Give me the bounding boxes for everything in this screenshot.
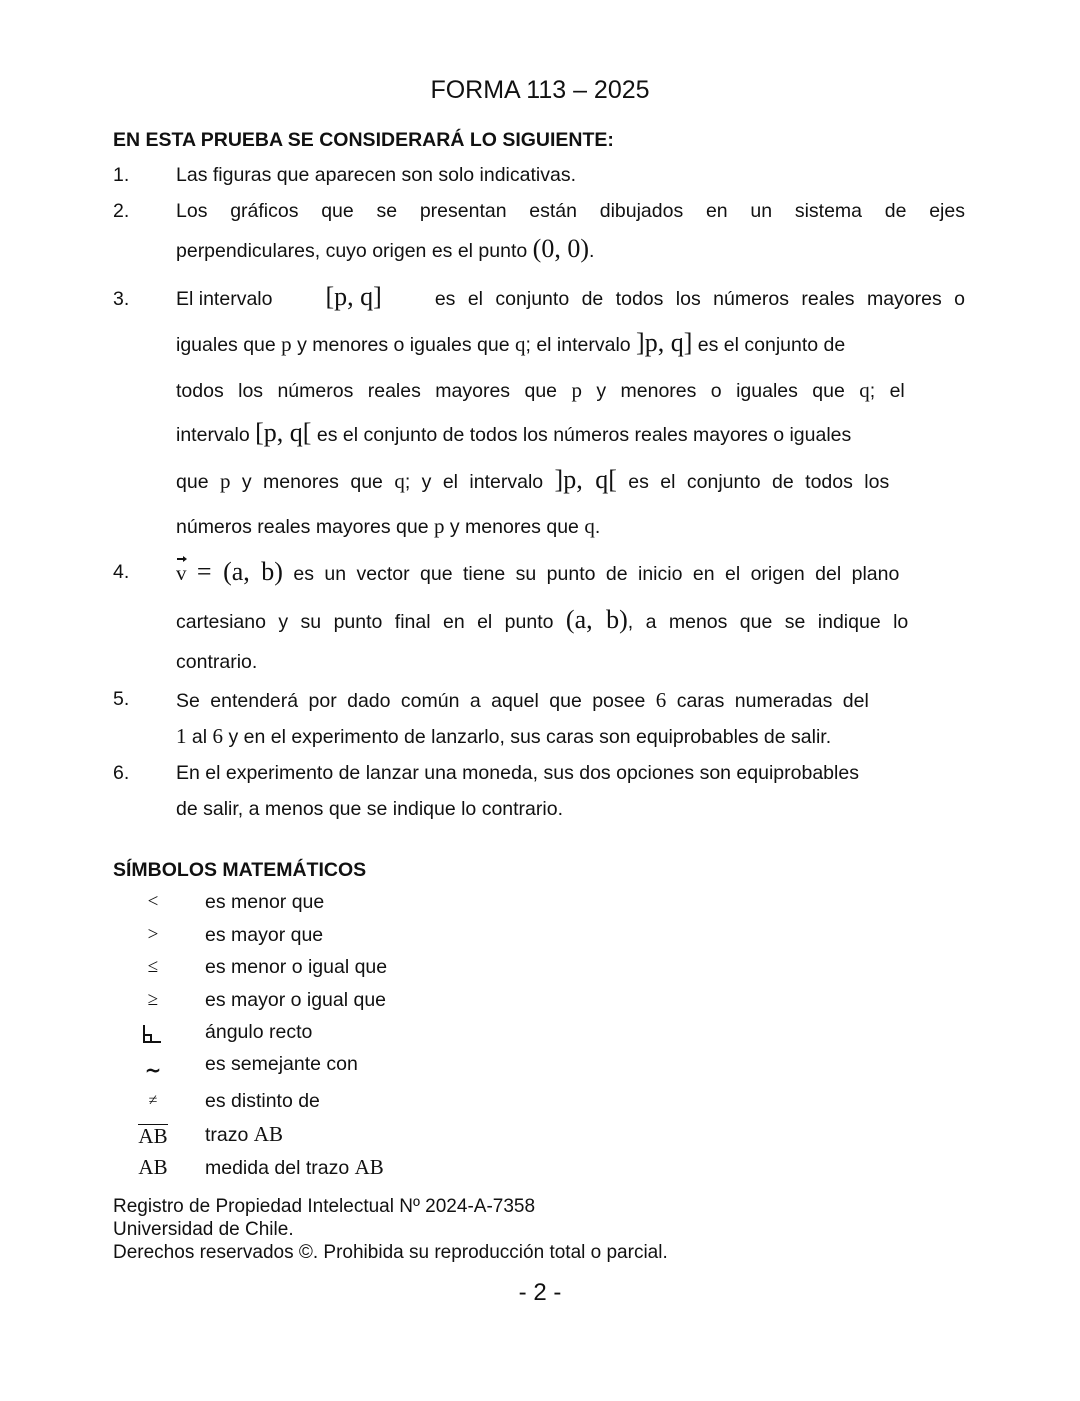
text: al <box>191 726 208 748</box>
word: un <box>750 200 773 222</box>
less-than-icon: < <box>147 891 159 912</box>
item-number: 3. <box>113 288 130 310</box>
math-var: q <box>859 378 870 402</box>
math-vector-def: = (a, b) <box>196 557 283 586</box>
text: y en el experimento de lanzarlo, sus caras son equiprobables de salir. <box>228 726 832 748</box>
symbol-label: es menor que <box>205 891 325 913</box>
symbol-row-segment <box>113 1122 713 1152</box>
symbol-label <box>205 1155 384 1180</box>
item-line <box>176 724 965 749</box>
math-ab: AB <box>253 1122 283 1146</box>
text: medida del trazo <box>205 1157 350 1179</box>
item-line <box>176 688 965 713</box>
math-var: q <box>514 332 526 356</box>
segment-length-symbol: AB <box>138 1155 168 1179</box>
symbol-row-segment-length <box>113 1155 713 1185</box>
math-var: p <box>219 469 231 493</box>
text: que <box>176 471 209 493</box>
math-var: p <box>433 514 445 538</box>
segment-ab: AB <box>138 1124 168 1148</box>
symbol-label: es mayor que <box>205 924 324 946</box>
item-line <box>176 514 965 539</box>
symbol-label: es mayor o igual que <box>205 989 387 1011</box>
item-number: 1. <box>113 164 130 186</box>
math-var: p <box>571 378 582 402</box>
word: en <box>705 200 728 222</box>
vector-v: v <box>176 561 187 585</box>
text: y menores o iguales que <box>596 380 845 402</box>
item-line: de salir, a menos que se indique lo contrario. <box>176 798 563 820</box>
item-line <box>176 234 965 264</box>
text: iguales que <box>176 334 276 356</box>
symbol-row-less-equal <box>113 956 713 986</box>
text: es el conjunto de todos los <box>628 471 890 493</box>
math-interval: ]p, q] <box>636 328 693 357</box>
symbol-row-greater-equal <box>113 989 713 1019</box>
text: perpendiculares, cuyo origen es el punto <box>176 240 528 262</box>
math-open-interval: ]p, q[ <box>554 465 617 494</box>
math-interval: [p, q[ <box>255 418 312 447</box>
page-title: FORMA 113 – 2025 <box>430 76 650 104</box>
text: caras numeradas del <box>676 690 869 712</box>
word: se <box>376 200 398 222</box>
item-line <box>176 557 965 587</box>
text: es el conjunto de todos los números reales mayores o iguales <box>316 424 852 446</box>
text: . <box>588 240 595 262</box>
symbol-label: es distinto de <box>205 1090 320 1112</box>
footer-university: Universidad de Chile. <box>113 1219 294 1240</box>
word: ejes <box>929 200 965 222</box>
word: de <box>884 200 907 222</box>
word: sistema <box>794 200 863 222</box>
word: Los <box>176 200 208 222</box>
item-line <box>176 378 965 403</box>
math-ab: AB <box>354 1155 384 1179</box>
greater-equal-icon: ≥ <box>147 989 159 1010</box>
text: trazo <box>205 1124 249 1146</box>
symbol-label: es semejante con <box>205 1053 358 1075</box>
math-number: 6 <box>655 688 667 712</box>
text: y menores o iguales que <box>297 334 510 356</box>
symbol-row-less-than <box>113 891 713 921</box>
right-angle-icon <box>143 1025 161 1043</box>
word: presentan <box>419 200 507 222</box>
word: dibujados <box>599 200 684 222</box>
item-text: Las figuras que aparecen son solo indicativas. <box>176 164 576 186</box>
word: gráficos <box>230 200 299 222</box>
text: Se entenderá por dado común a aquel que posee <box>176 690 646 712</box>
text: ; y el intervalo <box>404 471 544 493</box>
symbol-label: ángulo recto <box>205 1021 313 1043</box>
word: que <box>321 200 354 222</box>
item-line <box>176 605 965 635</box>
text: El intervalo <box>176 288 273 310</box>
symbol-row-similar <box>113 1053 713 1083</box>
symbol-row-greater-than <box>113 924 713 954</box>
text: intervalo <box>176 424 250 446</box>
text: y menores que <box>449 516 579 538</box>
footer-registry: Registro de Propiedad Intelectual Nº 2024-A-7358 <box>113 1196 536 1217</box>
not-equal-icon: ≠ <box>148 1092 158 1109</box>
symbol-row-right-angle <box>113 1021 713 1051</box>
math-number: 1 <box>176 724 187 748</box>
math-closed-interval: [p, q] <box>325 282 382 311</box>
math-var: q <box>584 514 595 538</box>
text: es el conjunto de <box>697 334 846 356</box>
page-number: - 2 - <box>518 1279 562 1306</box>
math-point: (a, b) <box>565 605 628 634</box>
math-var: q <box>394 469 405 493</box>
segment-symbol <box>113 1124 193 1149</box>
item-number: 2. <box>113 200 130 222</box>
text: números reales mayores que <box>176 516 429 538</box>
section-heading-considerations: EN ESTA PRUEBA SE CONSIDERARÁ LO SIGUIENTE: <box>113 129 614 151</box>
item-line <box>176 328 965 358</box>
similar-icon: ~ <box>144 1058 162 1082</box>
item-number: 4. <box>113 561 130 583</box>
footer-copyright: Derechos reservados ©. Prohibida su reproducción total o parcial. <box>113 1242 668 1263</box>
section-heading-symbols: SÍMBOLOS MATEMÁTICOS <box>113 859 367 881</box>
math-number: 6 <box>212 724 224 748</box>
text: , a menos que se indique lo <box>627 611 909 633</box>
word: están <box>529 200 577 222</box>
text: y menores que <box>241 471 383 493</box>
item-line <box>176 282 965 312</box>
item-line: En el experimento de lanzar una moneda, sus dos opciones son equiprobables <box>176 762 859 784</box>
text: . <box>594 516 601 538</box>
item-number: 5. <box>113 688 130 710</box>
item-line: contrario. <box>176 651 258 673</box>
symbol-label: es menor o igual que <box>205 956 388 978</box>
item-line <box>176 418 965 448</box>
math-var: p <box>281 332 292 356</box>
item-number: 6. <box>113 762 130 784</box>
symbol-label <box>205 1122 283 1147</box>
text: cartesiano y su punto final en el punto <box>176 611 554 633</box>
math-origin: (0, 0) <box>532 234 589 263</box>
greater-than-icon: > <box>147 924 159 945</box>
text: ; el <box>869 380 905 402</box>
less-equal-icon: ≤ <box>147 956 159 977</box>
item-line <box>176 465 965 495</box>
text: es el conjunto de todos los números reales mayores o <box>434 288 965 310</box>
text: todos los números reales mayores que <box>176 380 558 402</box>
item-line <box>176 200 965 223</box>
text: es un vector que tiene su punto de inicio en el origen del plano <box>293 563 900 585</box>
symbol-row-not-equal <box>113 1090 713 1120</box>
text: ; el intervalo <box>525 334 631 356</box>
